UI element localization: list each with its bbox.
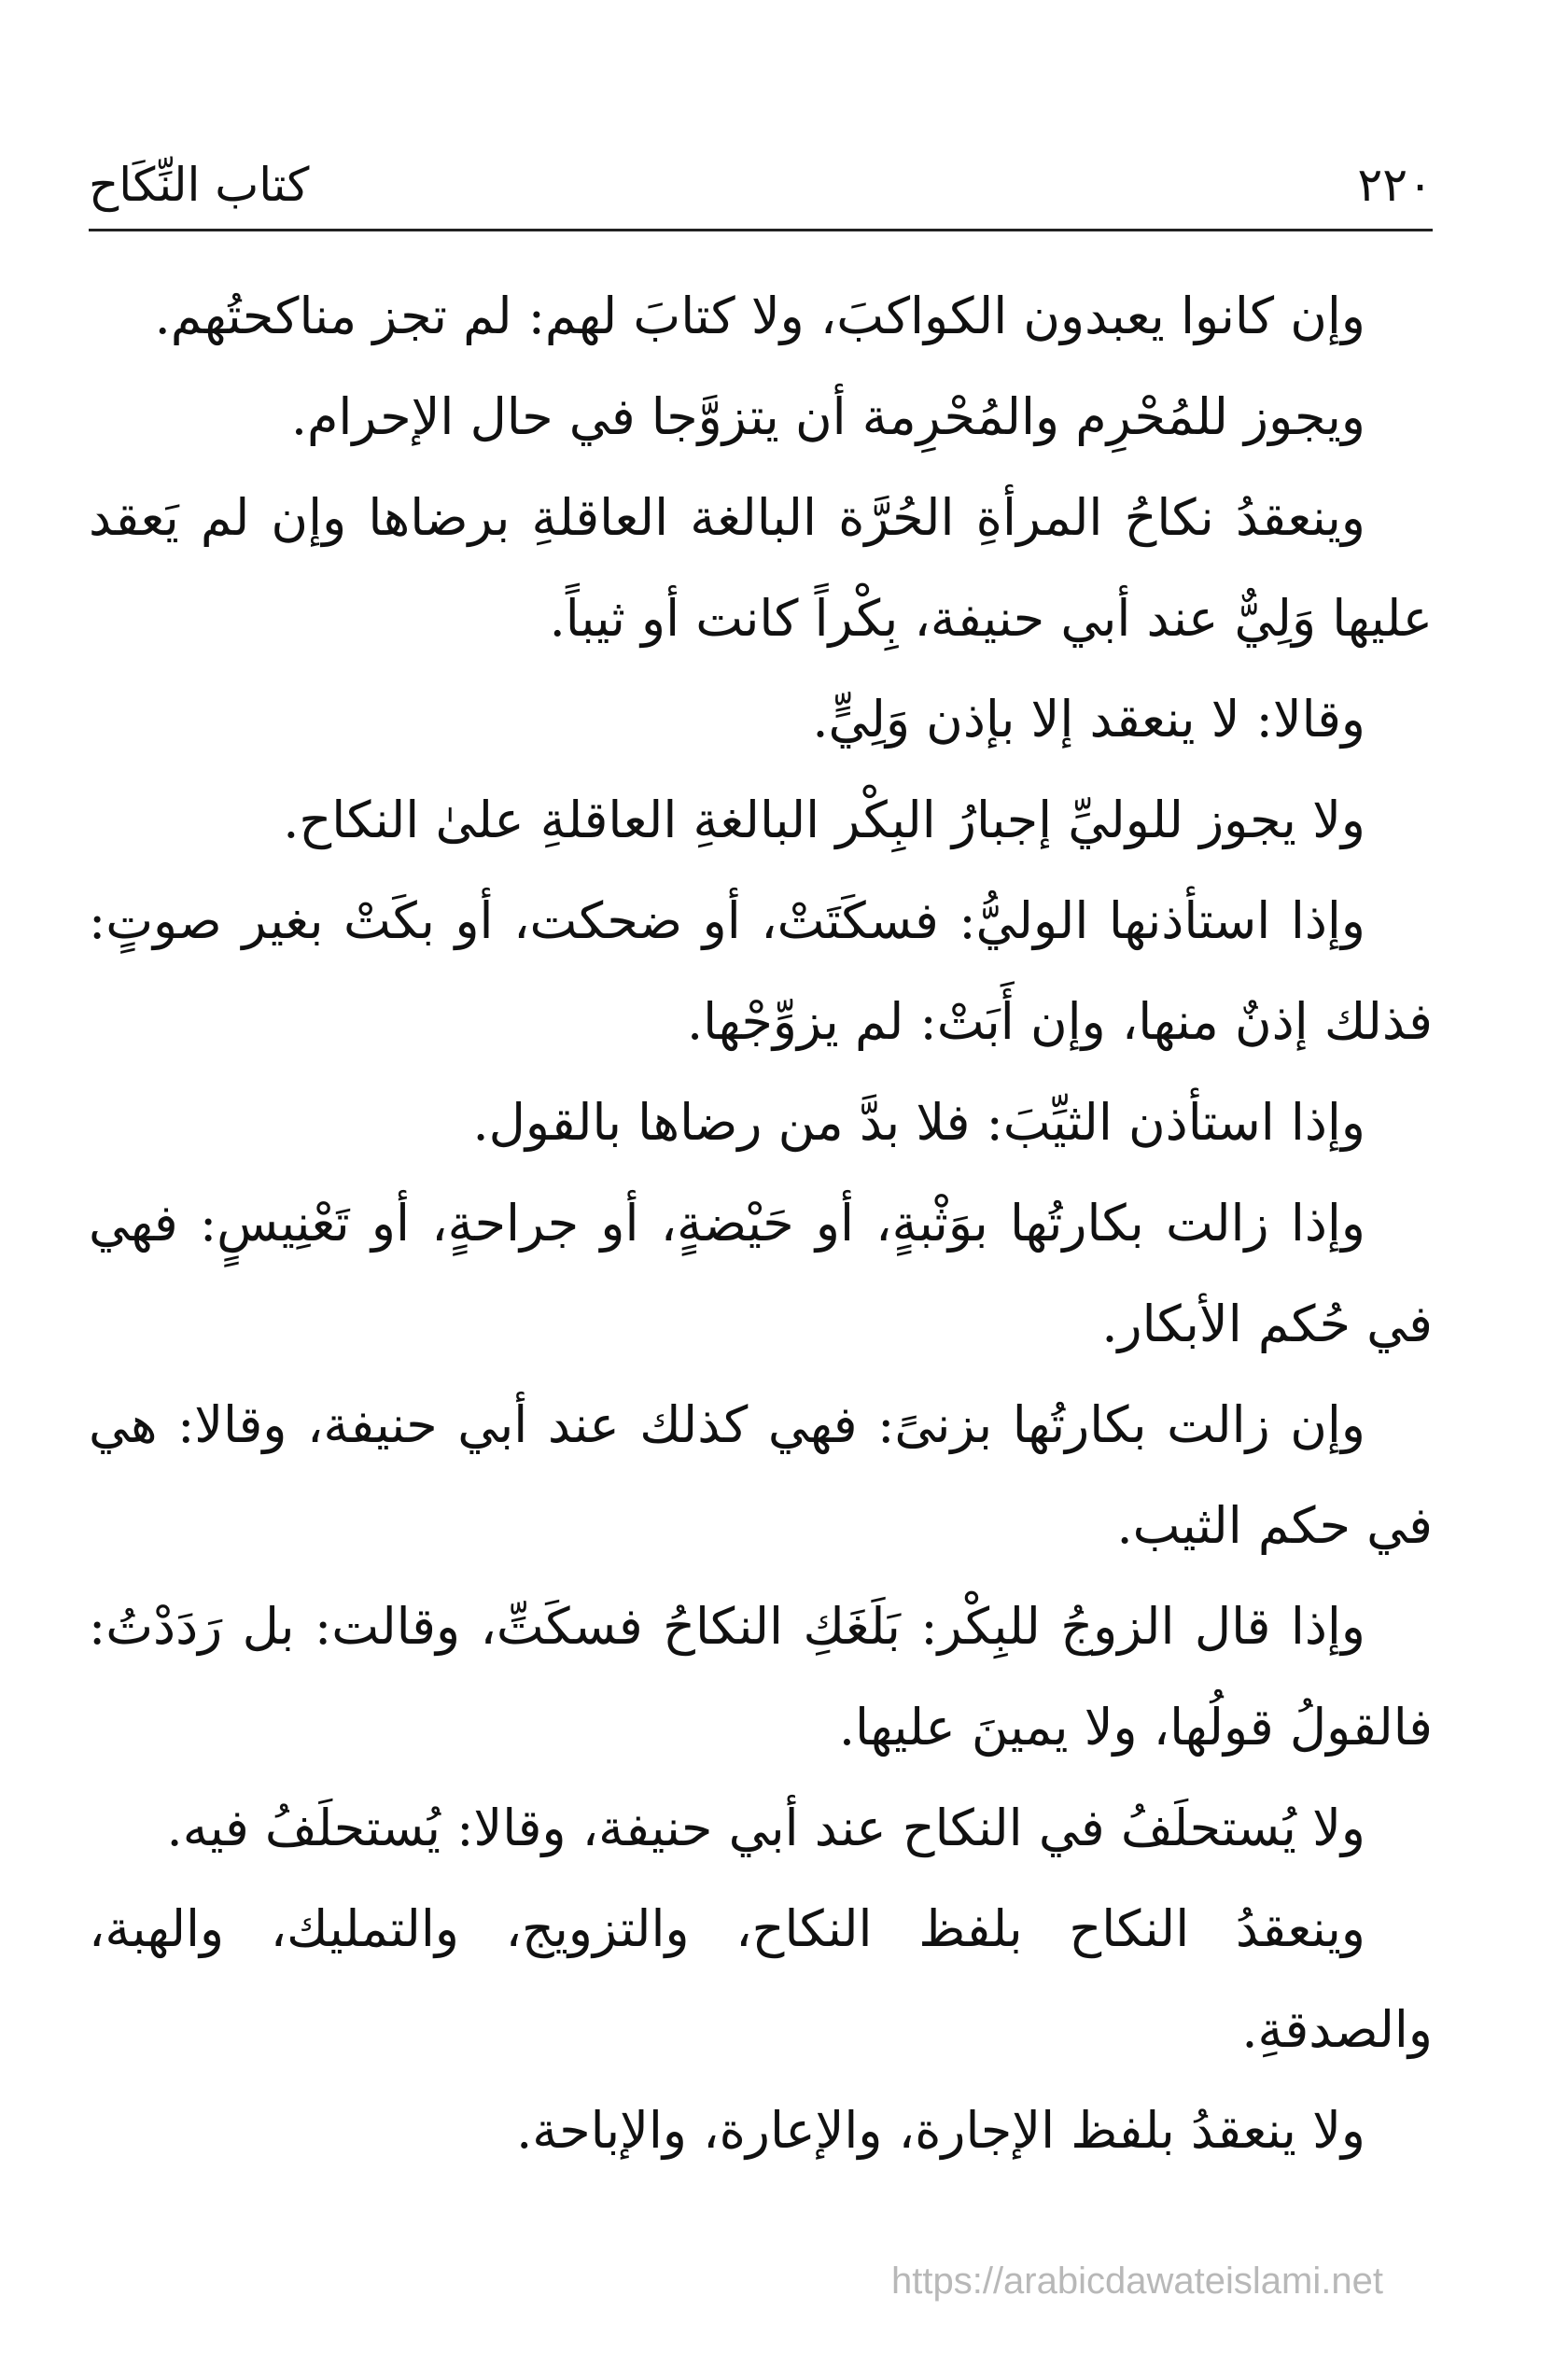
paragraph-13: ولا ينعقدُ بلفظ الإجارة، والإعارة، والإباحة. <box>516 2101 1365 2160</box>
chapter-title: كتاب النِّكَاح <box>89 158 310 212</box>
header-divider <box>89 229 1433 231</box>
paragraph-5: ولا يجوز للوليِّ إجبارُ البِكْر البالغةِ العاقلةِ علىٰ النكاح. <box>283 791 1365 849</box>
main-text <box>89 266 1433 2181</box>
paragraph-2: ويجوز للمُحْرِم والمُحْرِمة أن يتزوَّجا في حال الإحرام. <box>290 387 1365 446</box>
page-header <box>89 149 1433 233</box>
paragraph-9: وإن زالت بكارتُها بزنىً: فهي كذلك عند أبي حنيفة، وقالا: هي في حكم الثيب. <box>89 1395 1433 1555</box>
paragraph-1: وإن كانوا يعبدون الكواكبَ، ولا كتابَ لهم: لم تجز مناكحتُهم. <box>154 287 1365 345</box>
paragraph-8: وإذا زالت بكارتُها بوَثْبةٍ، أو حَيْضةٍ، أو جراحةٍ، أو تَعْنِيسٍ: فهي في حُكم الأبكار. <box>89 1194 1433 1353</box>
paragraph-4: وقالا: لا ينعقد إلا بإذن وَلِيٍّ. <box>812 690 1365 749</box>
paragraph-11: ولا يُستحلَفُ في النكاح عند أبي حنيفة، وقالا: يُستحلَفُ فيه. <box>166 1799 1365 1857</box>
paragraph-10: وإذا قال الزوجُ للبِكْر: بَلَغَكِ النكاحُ فسكَتِّ، وقالت: بل رَدَدْتُ: فالقولُ قولُها، ولا يمينَ عليها. <box>89 1597 1433 1757</box>
paragraph-7: وإذا استأذن الثيِّبَ: فلا بدَّ من رضاها بالقول. <box>472 1093 1365 1152</box>
source-watermark: https://arabicdawateislami.net <box>891 2261 1383 2302</box>
page-number: ٢٢٠ <box>1357 158 1433 212</box>
paragraph-12: وينعقدُ النكاح بلفظ النكاح، والتزويج، والتمليك، والهبة، والصدقةِ. <box>89 1899 1433 2059</box>
paragraph-6: وإذا استأذنها الوليُّ: فسكَتَتْ، أو ضحكت، أو بكَتْ بغير صوتٍ: فذلك إذنٌ منها، وإن أَبَتْ: لم يزوِّجْها. <box>89 891 1433 1051</box>
paragraph-3: وينعقدُ نكاحُ المرأةِ الحُرَّة البالغة العاقلةِ برضاها وإن لم يَعقد عليها وَلِيٌّ عند أبي حنيفة، بِكْراً كانت أو ثيباً. <box>89 488 1433 648</box>
